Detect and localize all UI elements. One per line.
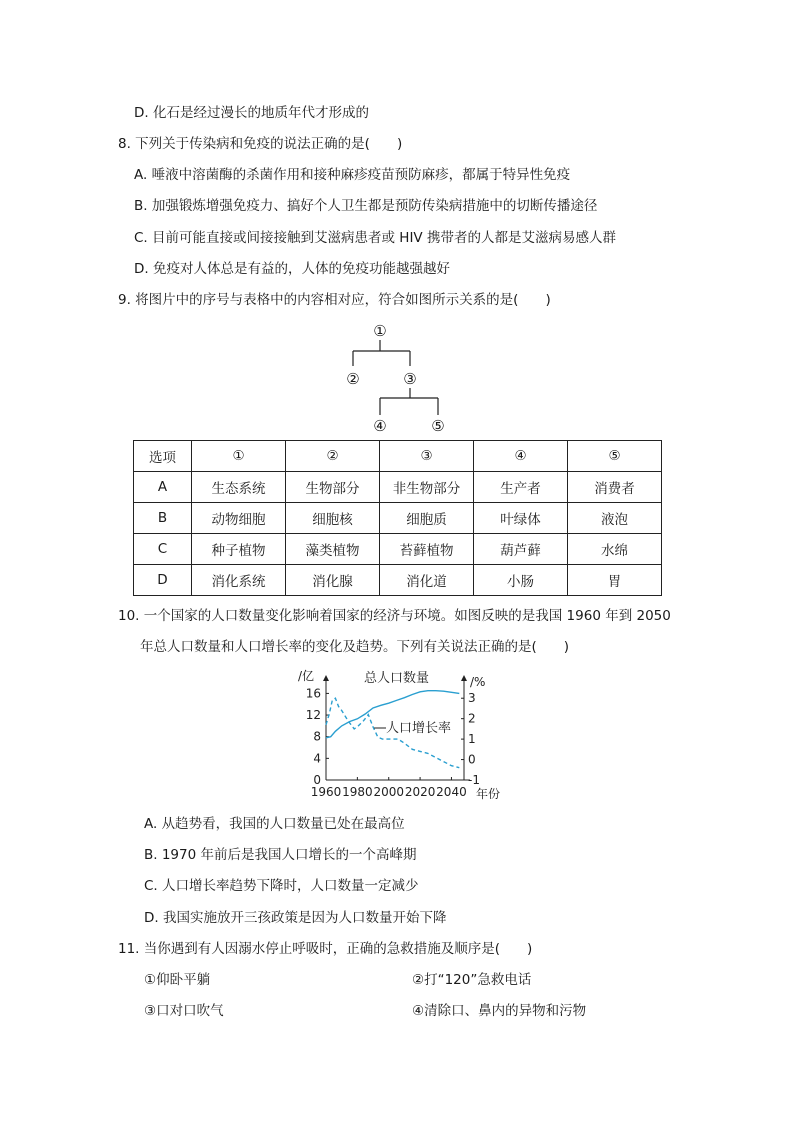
x-axis-label: 年份 [476,787,501,801]
q10-option-d: D. 我国实施放开三孩政策是因为人口数量开始下降 [144,910,447,926]
table-cell: 细胞质 [380,503,474,534]
y-left-tick-label: 16 [305,686,321,701]
table-cell: 消化腺 [286,565,380,596]
table-cell: C [134,534,192,565]
tree-node-1: ① [373,322,387,340]
q10-option-b: B. 1970 年前后是我国人口增长的一个高峰期 [144,847,417,863]
options-table [133,440,662,596]
table-cell: 动物细胞 [192,503,286,534]
x-tick-label: 2040 [436,785,467,799]
y-right-unit-label: /% [470,675,486,689]
table-cell: 消化系统 [192,565,286,596]
table-header-cell: ⑤ [568,441,662,472]
table-cell: D [134,565,192,596]
x-tick-label: 2000 [373,785,405,799]
table-cell: 生态系统 [192,472,286,503]
q9-stem: 9. 将图片中的序号与表格中的内容相对应，符合如图所示关系的是( ) [118,292,551,308]
q8-option-c: C. 目前可能直接或间接接触到艾滋病患者或 HIV 携带者的人都是艾滋病易感人群 [134,230,616,246]
table-cell: 叶绿体 [474,503,568,534]
tree-node-3: ③ [403,370,417,388]
q10-stem-line1: 10. 一个国家的人口数量变化影响着国家的经济与环境。如图反映的是我国 1960 年到 2050 [118,608,671,624]
q8-option-b: B. 加强锻炼增强免疫力、搞好个人卫生都是预防传染病措施中的切断传播途径 [134,198,598,214]
q11-item-3: ③口对口吹气 [144,1003,224,1019]
y-left-tick-label: 0 [313,773,321,787]
table-cell: 生产者 [474,472,568,503]
q10-option-a: A. 从趋势看，我国的人口数量已处在最高位 [144,816,405,832]
table-header-cell: ③ [380,441,474,472]
tree-node-5: ⑤ [431,417,445,435]
population-chart [294,668,504,804]
q8-option-d: D. 免疫对人体总是有益的，人体的免疫功能越强越好 [134,261,450,277]
x-tick-label: 2020 [404,785,436,799]
table-cell: A [134,472,192,503]
table-cell: 葫芦藓 [474,534,568,565]
y-left-tick-label: 4 [313,751,321,766]
y-left-tick-label: 12 [305,708,321,723]
table-header-cell: ① [192,441,286,472]
q8-option-a: A. 唾液中溶菌酶的杀菌作用和接种麻疹疫苗预防麻疹，都属于特异性免疫 [134,167,571,183]
table-header-cell: ② [286,441,380,472]
y-left-unit-label: /亿 [298,669,315,683]
q11-item-2: ②打“120”急救电话 [412,972,532,988]
q10-option-c: C. 人口增长率趋势下降时，人口数量一定减少 [144,878,419,894]
table-cell: 藻类植物 [286,534,380,565]
table-cell: 苔藓植物 [380,534,474,565]
y-right-tick-label: 2 [468,711,476,726]
table-cell: 细胞核 [286,503,380,534]
table-cell: 液泡 [568,503,662,534]
table-cell: 水绵 [568,534,662,565]
x-tick-label: 1980 [342,785,373,799]
y-right-tick-label: 3 [468,691,476,706]
relationship-tree-diagram [330,318,470,438]
growth-rate-series-label: 人口增长率 [386,721,452,736]
table-cell: 小肠 [474,565,568,596]
x-tick-label: 1960 [310,785,342,799]
q10-stem-line2: 年总人口数量和人口增长率的变化及趋势。下列有关说法正确的是( ) [140,639,570,655]
y-right-tick-label: 1 [468,732,476,747]
population-series-label: 总人口数量 [364,671,430,686]
q8-stem: 8. 下列关于传染病和免疫的说法正确的是( ) [118,136,403,152]
table-cell: 消化道 [380,565,474,596]
table-row [134,503,662,534]
y-right-tick-label: 0 [468,752,476,767]
table-row [134,534,662,565]
table-cell: 胃 [568,565,662,596]
tree-node-4: ④ [373,417,387,435]
q7-option-d: D. 化石是经过漫长的地质年代才形成的 [134,105,369,121]
table-cell: 非生物部分 [380,472,474,503]
table-row [134,472,662,503]
y-left-tick-label: 8 [313,729,321,744]
table-header-cell: ④ [474,441,568,472]
table-cell: 生物部分 [286,472,380,503]
y-right-tick-label: -1 [468,773,480,787]
tree-node-2: ② [346,370,360,388]
q11-stem: 11. 当你遇到有人因溺水停止呼吸时，正确的急救措施及顺序是( ) [118,941,533,957]
q11-item-4: ④清除口、鼻内的异物和污物 [412,1003,587,1019]
table-header-row [134,441,662,472]
table-cell: 种子植物 [192,534,286,565]
table-cell: 消费者 [568,472,662,503]
q11-item-1: ①仰卧平躺 [144,972,211,988]
table-header-cell: 选项 [134,441,192,472]
table-row [134,565,662,596]
table-cell: B [134,503,192,534]
